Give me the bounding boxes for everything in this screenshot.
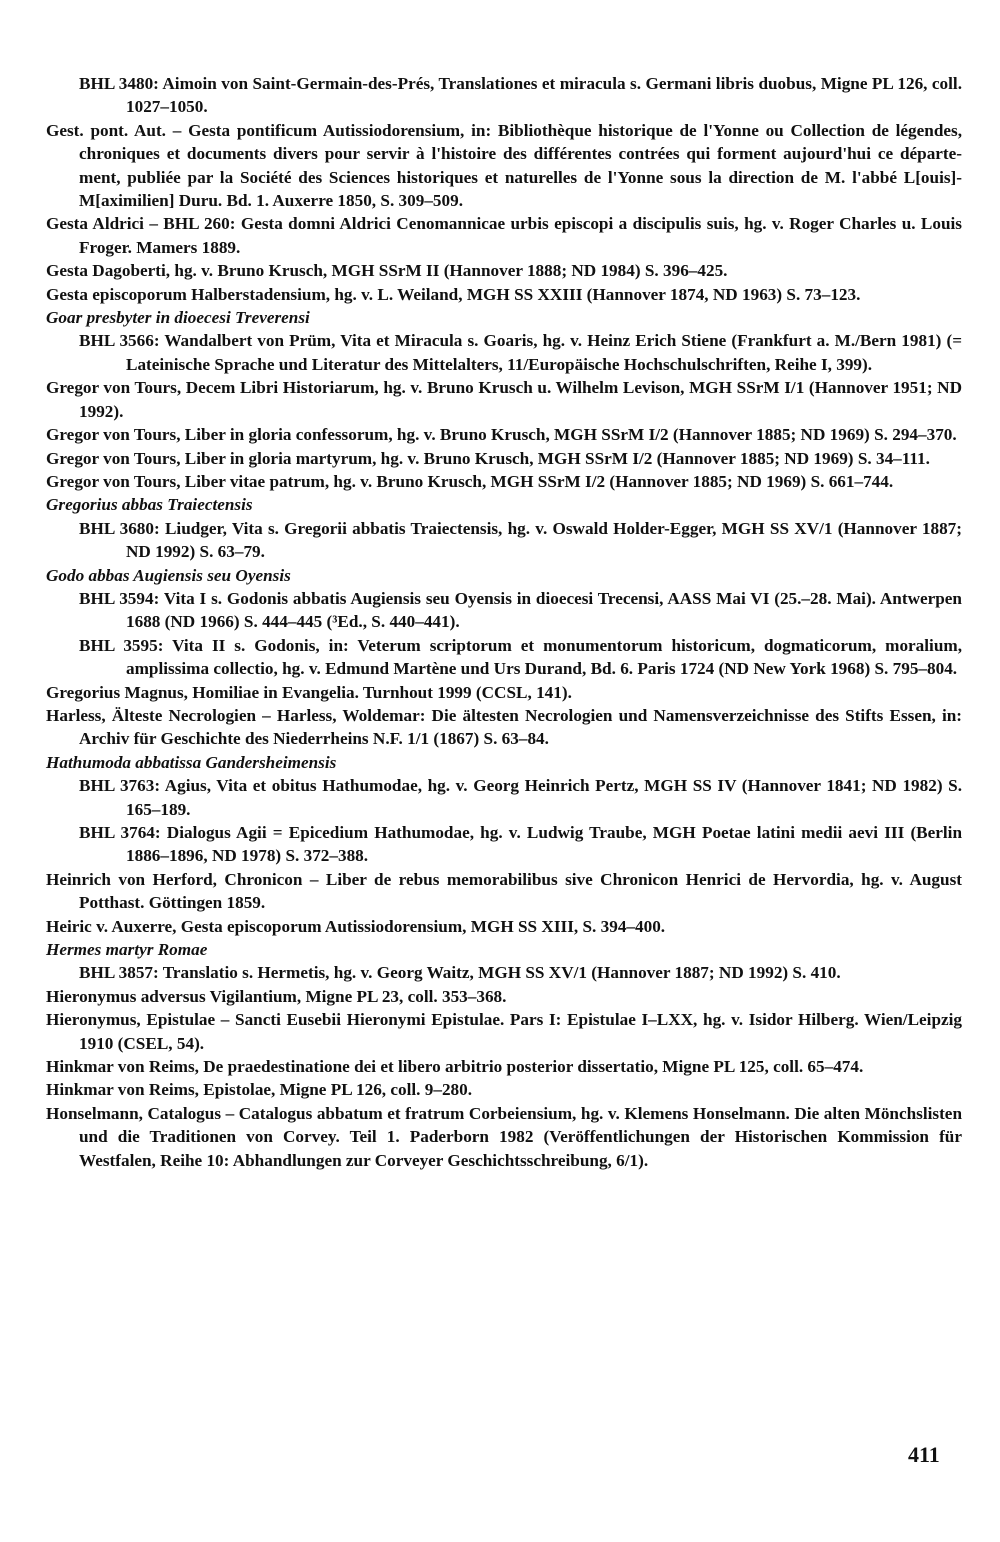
entry-gregor-historiarum: Gregor von Tours, Decem Libri Historiarum, hg. v. Bruno Krusch u. Wilhelm Levison, MGH SSrM I/1 (Hannover 1951; ND 1992).	[46, 378, 962, 421]
entry-bhl-3857: BHL 3857: Translatio s. Hermetis, hg. v. Georg Waitz, MGH SS XV/1 (Hannover 1887; ND 1992) S. 410.	[79, 963, 841, 983]
entry-honselmann: Honselmann, Catalogus – Catalogus abbatum et fratrum Corbeiensium, hg. v. Klemens Honselmann. Die alten Mönchslisten und die Traditionen von Corvey. Teil 1. Paderborn 1982 (Veröffentlichungen der Historischen Kommission für Westfalen, Reihe 10: Abhandlungen zur Corveyer Geschichtsschreibung, 6/1).	[46, 1103, 962, 1170]
entry-hieronymus-epistulae: Hieronymus, Epistulae – Sancti Eusebii Hieronymi Epistulae. Pars I: Epistulae I–LXX, hg. v. Isidor Hilberg. Wien/Leipzig 1910 (CSEL, 54).	[46, 1010, 962, 1053]
entry-hinkmar-praedestinatione: Hinkmar von Reims, De praedestinatione dei et libero arbitrio posterior dissertatio, Migne PL 125, coll. 65–474.	[46, 1057, 864, 1077]
entry-bhl-3594: BHL 3594: Vita I s. Godonis abbatis Augiensis seu Oyensis in dioecesi Trecensi, AASS Mai VI (25.–28. Mai). Antwerpen 1688 (ND 1966) S. 444–445 (³Ed., S. 440–441).	[79, 588, 962, 632]
entry-bhl-3566: BHL 3566: Wandalbert von Prüm, Vita et Miracula s. Goaris, hg. v. Heinz Erich Stiene (Frankfurt a. M./Bern 1981) (= Lateinische Sprache und Literatur des Mittelalters, 11/Europäische Hochschulschriften, Reihe I, 399).	[79, 331, 962, 374]
page-number: 411	[908, 1442, 940, 1467]
entry-gesta-aldrici: Gesta Aldrici – BHL 260: Gesta domni Aldrici Cenomannicae urbis episcopi a discipulis suis, hg. v. Roger Charles u. Louis Froger. Mamers 1889.	[46, 214, 962, 257]
entry-bhl-3480: BHL 3480: Aimoin von Saint-Germain-des-Prés, Translationes et miracula s. Germani libris duobus, Migne PL 126, coll. 1027–1050.	[79, 74, 962, 117]
bibliography-page	[46, 72, 962, 1172]
entry-harless: Harless, Älteste Necrologien – Harless, Woldemar: Die ältesten Necrologien und Namensverzeichnisse des Stifts Essen, in: Archiv für Geschichte des Niederrheins N.F. 1/1 (1867) S. 63–84.	[46, 705, 962, 749]
entry-bhl-3680: BHL 3680: Liudger, Vita s. Gregorii abbatis Traiectensis, hg. v. Oswald Holder-Egger, MGH SS XV/1 (Hannover 1887; ND 1992) S. 63–79.	[79, 518, 962, 562]
heading-gregorius-abbas: Gregorius abbas Traiectensis	[46, 495, 253, 515]
entry-gesta-dagoberti: Gesta Dagoberti, hg. v. Bruno Krusch, MGH SSrM II (Hannover 1888; ND 1984) S. 396–425.	[46, 261, 728, 281]
entry-hieronymus-vigilantium: Hieronymus adversus Vigilantium, Migne PL 23, coll. 353–368.	[46, 986, 507, 1006]
entry-hinkmar-epistolae: Hinkmar von Reims, Epistolae, Migne PL 126, coll. 9–280.	[46, 1080, 473, 1100]
entry-gest-pont-aut: Gest. pont. Aut. – Gesta pontificum Autissiodorensium, in: Bibliothèque historique de l'Yonne ou Collection de légendes, chroniques et documents divers pour servir à l'histoire des différentes contrées qui forment aujourd'hui ce départe-ment, publiée par la Société des Sciences historiques et naturelles de l'Yonne sous la direction de M. l'abbé L[ouis]-M[aximilien] Duru. Bd. 1. Auxerre 1850, S. 309–509.	[46, 120, 962, 211]
entry-gregorius-magnus: Gregorius Magnus, Homiliae in Evangelia. Turnhout 1999 (CCSL, 141).	[46, 682, 572, 702]
entry-bhl-3595: BHL 3595: Vita II s. Godonis, in: Veterum scriptorum et monumentorum historicum, dogmaticorum, moralium, amplissima collectio, hg. v. Edmund Martène und Urs Durand, Bd. 6. Paris 1724 (ND New York 1968) S. 795–804.	[79, 635, 962, 679]
entry-gregor-martyrum: Gregor von Tours, Liber in gloria martyrum, hg. v. Bruno Krusch, MGH SSrM I/2 (Hannover 1885; ND 1969) S. 34–111.	[46, 448, 930, 468]
entry-gesta-halberstadensium: Gesta episcoporum Halberstadensium, hg. v. L. Weiland, MGH SS XXIII (Hannover 1874, ND 1963) S. 73–123.	[46, 284, 861, 304]
entry-heiric-auxerre: Heiric v. Auxerre, Gesta episcoporum Autissiodorensium, MGH SS XIII, S. 394–400.	[46, 916, 666, 936]
entry-heinrich-von-herford: Heinrich von Herford, Chronicon – Liber de rebus memorabilibus sive Chronicon Henrici de Hervordia, hg. v. August Potthast. Göttingen 1859.	[46, 869, 962, 913]
entry-bhl-3764: BHL 3764: Dialogus Agii = Epicedium Hathumodae, hg. v. Ludwig Traube, MGH Poetae latini medii aevi III (Berlin 1886–1896, ND 1978) S. 372–388.	[79, 823, 962, 866]
heading-goar: Goar presbyter in dioecesi Treverensi	[46, 308, 310, 328]
entry-gregor-confessorum: Gregor von Tours, Liber in gloria confessorum, hg. v. Bruno Krusch, MGH SSrM I/2 (Hannover 1885; ND 1969) S. 294–370.	[46, 425, 957, 445]
heading-hathumoda: Hathumoda abbatissa Gandersheimensis	[46, 752, 337, 772]
heading-godo-abbas: Godo abbas Augiensis seu Oyensis	[46, 565, 291, 585]
entry-gregor-vitae-patrum: Gregor von Tours, Liber vitae patrum, hg. v. Bruno Krusch, MGH SSrM I/2 (Hannover 1885; ND 1969) S. 661–744.	[46, 471, 894, 491]
entry-bhl-3763: BHL 3763: Agius, Vita et obitus Hathumodae, hg. v. Georg Heinrich Pertz, MGH SS IV (Hannover 1841; ND 1982) S. 165–189.	[79, 776, 962, 819]
heading-hermes-martyr: Hermes martyr Romae	[46, 940, 208, 960]
